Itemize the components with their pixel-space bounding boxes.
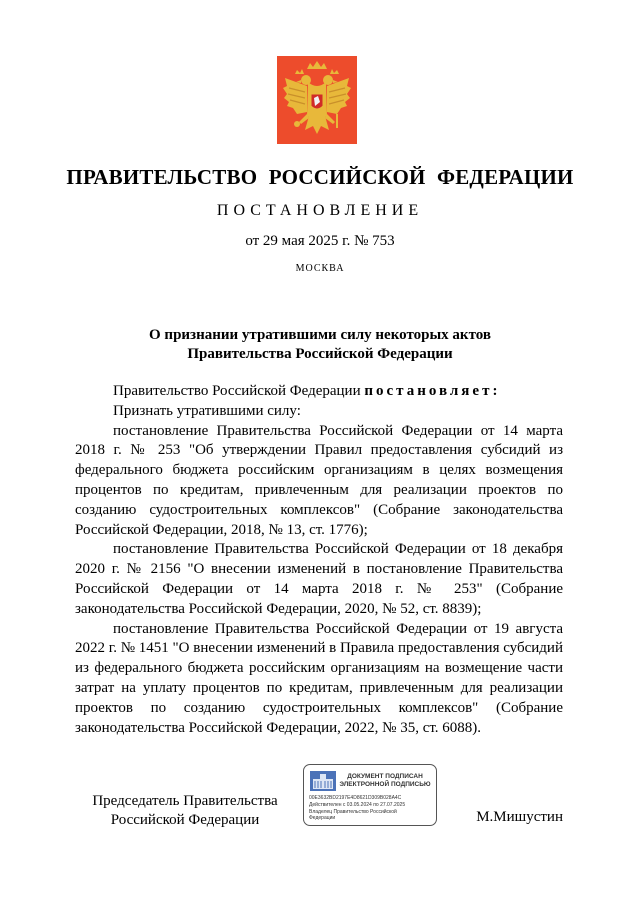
document-place: МОСКВА [295, 263, 345, 274]
signer-position-line-2: Российской Федерации [110, 812, 260, 828]
document-heading [0, 326, 640, 364]
e-signature-stamp [303, 764, 437, 826]
government-title: ПРАВИТЕЛЬСТВО РОССИЙСКОЙ ФЕДЕРАЦИИ [66, 165, 574, 189]
stamp-title [338, 773, 432, 789]
signer-position-line-1: Председатель Правительства [92, 793, 278, 809]
body-item-2: постановление Правительства Российской Федерации от 18 декабря 2020 г. № 2156 "О внесении изменений в постановление Правительства Российской Федерации от 14 марта 2018 г. № 253" (Собрание законодательства Российской Федерации, 2020, № 52, ст. 8839); [75, 541, 563, 617]
signer-position [75, 792, 295, 830]
body-resolves: постановляет: [364, 383, 501, 399]
stamp-validity: Действителен с 03.05.2024 по 27.07.2025 [309, 802, 406, 808]
signer-name: М.Мишустин [476, 809, 563, 825]
stamp-title-line-1: ДОКУМЕНТ ПОДПИСАН [347, 773, 423, 780]
heading-line-1: О признании утратившими силу некоторых актов [149, 327, 491, 343]
document-date-number: от 29 мая 2025 г. № 753 [245, 233, 395, 249]
stamp-owner-line-1: Владелец Правительство Российской [309, 809, 397, 815]
body-intro-paragraph [75, 382, 563, 402]
building-icon [310, 771, 336, 791]
coat-of-arms-icon [277, 56, 357, 144]
body-item-1: постановление Правительства Российской Федерации от 14 марта 2018 г. № 253 "Об утверждении Правил предоставления субсидий из федерального бюджета российским организациям в целях возмещения процентов по кредитам, привлеченным для реализации проектов по созданию судостроительных комплексов" (Собрание законодательства Российской Федерации, 2018, № 13, ст. 1776); [75, 422, 563, 538]
document-type: ПОСТАНОВЛЕНИЕ [216, 202, 424, 219]
stamp-owner-line-2: Федерации [309, 815, 336, 821]
stamp-certificate: 00E3632BD2197E4D8621D309B028A4C [309, 795, 402, 801]
heading-line-2: Правительства Российской Федерации [187, 346, 453, 362]
stamp-title-line-2: ЭЛЕКТРОННОЙ ПОДПИСЬЮ [339, 781, 431, 788]
body-intro: Правительство Российской Федерации [113, 383, 361, 399]
body-item-0: Признать утратившими силу: [113, 402, 301, 419]
document-body [75, 382, 563, 738]
body-item-3: постановление Правительства Российской Федерации от 19 августа 2022 г. № 1451 "О внесении изменений в Правила предоставления субсидий из федерального бюджета российским организациям на возмещение части затрат на уплату процентов по кредитам, привлеченным для реализации проектов по созданию судостроительных комплексов" (Собрание законодательства Российской Федерации, 2022, № 35, ст. 6088). [75, 620, 563, 736]
